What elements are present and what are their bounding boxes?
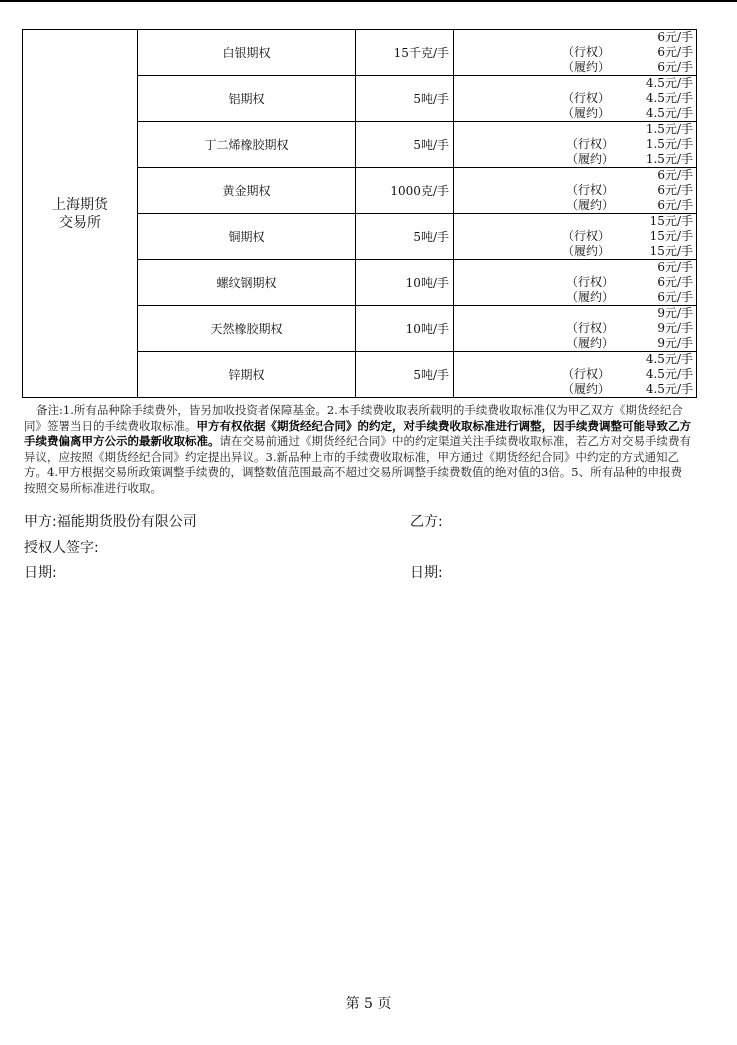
performance-label: （履约） — [562, 106, 611, 120]
contract-unit: 5吨/手 — [356, 214, 454, 260]
authorized-signature-label: 授权人签字: — [24, 540, 99, 556]
exercise-label: （行权） — [566, 275, 615, 289]
fee-value: 15元/手 — [649, 229, 693, 243]
fee-value: 1.5元/手 — [645, 137, 693, 151]
fee-value: 1.5元/手 — [645, 122, 693, 136]
fee-table — [22, 29, 697, 398]
product-name: 螺纹钢期权 — [138, 260, 356, 306]
fee-cell — [454, 122, 697, 168]
fee-value: 6元/手 — [657, 183, 693, 197]
top-rule — [0, 0, 737, 2]
contract-unit: 15千克/手 — [356, 30, 454, 76]
performance-label: （履约） — [566, 336, 615, 350]
contract-unit: 5吨/手 — [356, 76, 454, 122]
fee-cell — [454, 352, 697, 398]
fee-value: 4.5元/手 — [645, 382, 693, 396]
fee-value: 9元/手 — [657, 321, 693, 335]
party-b-label: 乙方: — [410, 514, 443, 530]
fee-value: 6元/手 — [657, 60, 693, 74]
performance-label: （履约） — [562, 60, 611, 74]
remarks-note — [24, 403, 692, 496]
fee-value: 6元/手 — [657, 260, 693, 274]
product-name: 铜期权 — [138, 214, 356, 260]
party-a-label: 甲方:福能期货股份有限公司 — [24, 514, 197, 530]
fee-value: 9元/手 — [657, 336, 693, 350]
fee-cell — [454, 306, 697, 352]
remarks-part2: 请在交易前通过《期货经纪合同》中的约定渠道关注手续费收取标准，若乙方对交易手续费有异议，应按照《期货经纪合同》约定提出异议。3.新品种上市的手续费收取标准，甲方通过《期货经纪合同》中约定的方式通知乙方。4.甲方根据交易所政策调整手续费的，调整数值范围最高不超过交易所调整手续费数值的绝对值的3倍。5、所有品种的申报费按照交易所标准进行收取。 — [24, 434, 691, 495]
exercise-label: （行权） — [562, 45, 611, 59]
fee-cell — [454, 168, 697, 214]
fee-value: 4.5元/手 — [645, 352, 693, 366]
party-b-date-label: 日期: — [410, 565, 443, 581]
contract-unit: 5吨/手 — [356, 352, 454, 398]
remarks-part1: 备注:1.所有品种除手续费外，皆另加收投资者保障基金。2.本手续费收取表所载明的手续费收取标准仅为甲乙双方《期货经纪合同》签署当日的手续费收取标准。 — [24, 403, 683, 433]
fee-value: 4.5元/手 — [645, 91, 693, 105]
contract-unit: 10吨/手 — [356, 260, 454, 306]
fee-value: 6元/手 — [657, 30, 693, 44]
fee-cell — [454, 30, 697, 76]
performance-label: （履约） — [562, 382, 611, 396]
contract-unit: 10吨/手 — [356, 306, 454, 352]
product-name: 黄金期权 — [138, 168, 356, 214]
exercise-label: （行权） — [566, 321, 615, 335]
fee-value: 1.5元/手 — [645, 152, 693, 166]
party-a-date-label: 日期: — [24, 565, 57, 581]
fee-value: 4.5元/手 — [645, 106, 693, 120]
exercise-label: （行权） — [562, 367, 611, 381]
fee-value: 15元/手 — [649, 214, 693, 228]
product-name: 白银期权 — [138, 30, 356, 76]
fee-cell — [454, 260, 697, 306]
fee-cell — [454, 214, 697, 260]
product-name: 铝期权 — [138, 76, 356, 122]
fee-value: 6元/手 — [657, 45, 693, 59]
remarks-bold: 甲方有权依据《期货经纪合同》的约定，对手续费收取标准进行调整，因手续费调整可能导致乙方手续费偏离甲方公示的最新收取标准。 — [24, 418, 691, 448]
product-name: 天然橡胶期权 — [138, 306, 356, 352]
table-row — [23, 30, 697, 76]
product-name: 丁二烯橡胶期权 — [138, 122, 356, 168]
page-number: 第 5 页 — [345, 996, 392, 1012]
exercise-label: （行权） — [566, 137, 615, 151]
product-name: 锌期权 — [138, 352, 356, 398]
performance-label: （履约） — [566, 198, 615, 212]
exchange-name-line: 上海期货 — [52, 196, 108, 213]
fee-value: 9元/手 — [657, 306, 693, 320]
performance-label: （履约） — [566, 152, 615, 166]
fee-value: 15元/手 — [649, 244, 693, 258]
contract-unit: 1000克/手 — [356, 168, 454, 214]
fee-value: 4.5元/手 — [645, 367, 693, 381]
fee-value: 6元/手 — [657, 290, 693, 304]
fee-value: 6元/手 — [657, 168, 693, 182]
performance-label: （履约） — [562, 244, 611, 258]
fee-value: 6元/手 — [657, 275, 693, 289]
fee-value: 4.5元/手 — [645, 76, 693, 90]
contract-unit: 5吨/手 — [356, 122, 454, 168]
exchange-cell — [23, 30, 138, 398]
fee-cell — [454, 76, 697, 122]
exchange-name-line: 交易所 — [59, 214, 101, 231]
performance-label: （履约） — [566, 290, 615, 304]
exercise-label: （行权） — [562, 91, 611, 105]
fee-value: 6元/手 — [657, 198, 693, 212]
exercise-label: （行权） — [566, 183, 615, 197]
exercise-label: （行权） — [562, 229, 611, 243]
